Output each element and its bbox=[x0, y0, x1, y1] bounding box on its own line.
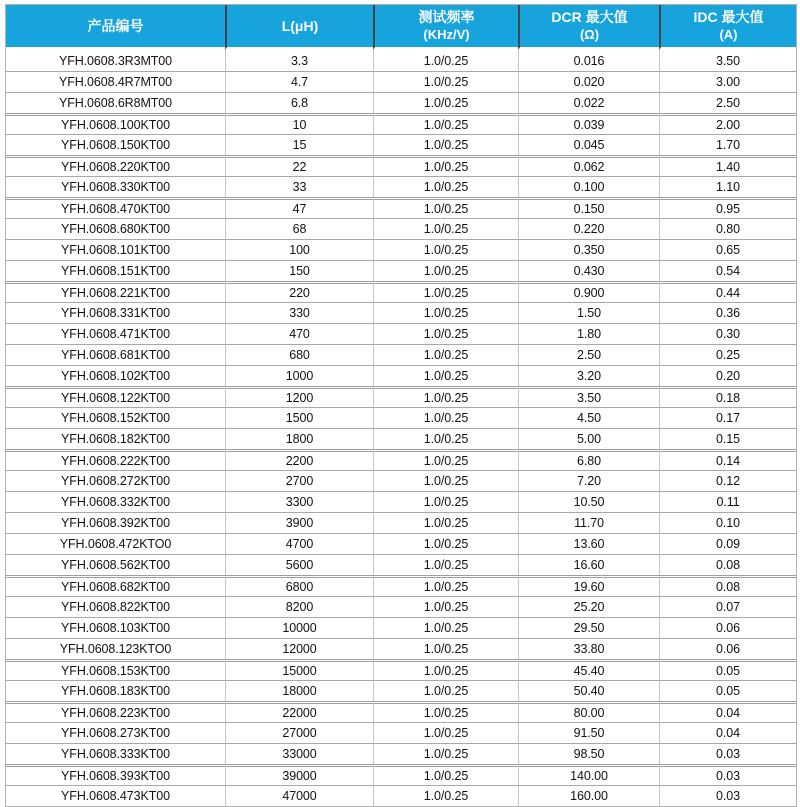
cell-inductance: 150 bbox=[225, 260, 373, 281]
cell-test-frequency: 1.0/0.25 bbox=[373, 344, 518, 365]
cell-product-code: YFH.0608.273KT00 bbox=[6, 722, 225, 743]
cell-inductance: 15 bbox=[225, 134, 373, 155]
cell-product-code: YFH.0608.471KT00 bbox=[6, 323, 225, 344]
table-row bbox=[6, 386, 796, 407]
cell-test-frequency: 1.0/0.25 bbox=[373, 281, 518, 302]
cell-inductance: 1500 bbox=[225, 407, 373, 428]
cell-dcr-max: 45.40 bbox=[518, 659, 659, 680]
table-row bbox=[6, 197, 796, 218]
cell-test-frequency: 1.0/0.25 bbox=[373, 260, 518, 281]
cell-product-code: YFH.0608.102KT00 bbox=[6, 365, 225, 386]
cell-dcr-max: 0.062 bbox=[518, 155, 659, 176]
cell-product-code: YFH.0608.680KT00 bbox=[6, 218, 225, 239]
table-row bbox=[6, 764, 796, 785]
cell-product-code: YFH.0608.182KT00 bbox=[6, 428, 225, 449]
table-row bbox=[6, 344, 796, 365]
cell-idc-max: 0.25 bbox=[659, 344, 796, 365]
column-header-label: L(μH) bbox=[281, 17, 319, 34]
table-row bbox=[6, 92, 796, 113]
cell-test-frequency: 1.0/0.25 bbox=[373, 701, 518, 722]
cell-test-frequency: 1.0/0.25 bbox=[373, 239, 518, 260]
cell-dcr-max: 0.220 bbox=[518, 218, 659, 239]
table-row bbox=[6, 701, 796, 722]
cell-idc-max: 0.03 bbox=[659, 764, 796, 785]
cell-test-frequency: 1.0/0.25 bbox=[373, 764, 518, 785]
table-row bbox=[6, 260, 796, 281]
cell-idc-max: 1.70 bbox=[659, 134, 796, 155]
cell-product-code: YFH.0608.6R8MT00 bbox=[6, 92, 225, 113]
cell-inductance: 68 bbox=[225, 218, 373, 239]
cell-inductance: 1800 bbox=[225, 428, 373, 449]
cell-idc-max: 0.30 bbox=[659, 323, 796, 344]
cell-product-code: YFH.0608.152KT00 bbox=[6, 407, 225, 428]
table-row bbox=[6, 155, 796, 176]
header-row bbox=[6, 5, 796, 50]
table-row bbox=[6, 176, 796, 197]
cell-product-code: YFH.0608.272KT00 bbox=[6, 470, 225, 491]
table-row bbox=[6, 323, 796, 344]
cell-inductance: 5600 bbox=[225, 554, 373, 575]
cell-inductance: 12000 bbox=[225, 638, 373, 659]
column-header-idc-max bbox=[659, 5, 796, 50]
cell-inductance: 18000 bbox=[225, 680, 373, 701]
cell-idc-max: 0.06 bbox=[659, 638, 796, 659]
cell-test-frequency: 1.0/0.25 bbox=[373, 785, 518, 806]
column-header-product-code bbox=[6, 5, 225, 50]
table-row bbox=[6, 680, 796, 701]
cell-idc-max: 0.08 bbox=[659, 575, 796, 596]
cell-idc-max: 0.05 bbox=[659, 680, 796, 701]
table-row bbox=[6, 638, 796, 659]
cell-dcr-max: 4.50 bbox=[518, 407, 659, 428]
cell-product-code: YFH.0608.103KT00 bbox=[6, 617, 225, 638]
cell-test-frequency: 1.0/0.25 bbox=[373, 407, 518, 428]
cell-dcr-max: 0.900 bbox=[518, 281, 659, 302]
cell-test-frequency: 1.0/0.25 bbox=[373, 680, 518, 701]
table-row bbox=[6, 743, 796, 764]
cell-product-code: YFH.0608.392KT00 bbox=[6, 512, 225, 533]
cell-dcr-max: 13.60 bbox=[518, 533, 659, 554]
cell-test-frequency: 1.0/0.25 bbox=[373, 71, 518, 92]
cell-inductance: 3300 bbox=[225, 491, 373, 512]
cell-dcr-max: 1.50 bbox=[518, 302, 659, 323]
product-spec-table bbox=[5, 4, 797, 807]
cell-dcr-max: 0.100 bbox=[518, 176, 659, 197]
cell-product-code: YFH.0608.122KT00 bbox=[6, 386, 225, 407]
cell-inductance: 1000 bbox=[225, 365, 373, 386]
cell-idc-max: 0.20 bbox=[659, 365, 796, 386]
cell-product-code: YFH.0608.150KT00 bbox=[6, 134, 225, 155]
cell-inductance: 33 bbox=[225, 176, 373, 197]
cell-inductance: 27000 bbox=[225, 722, 373, 743]
cell-idc-max: 0.04 bbox=[659, 701, 796, 722]
table-row bbox=[6, 365, 796, 386]
cell-product-code: YFH.0608.153KT00 bbox=[6, 659, 225, 680]
cell-dcr-max: 0.045 bbox=[518, 134, 659, 155]
cell-inductance: 10 bbox=[225, 113, 373, 134]
cell-idc-max: 2.00 bbox=[659, 113, 796, 134]
table-row bbox=[6, 617, 796, 638]
table-body bbox=[6, 50, 796, 806]
cell-product-code: YFH.0608.100KT00 bbox=[6, 113, 225, 134]
cell-test-frequency: 1.0/0.25 bbox=[373, 617, 518, 638]
table-row bbox=[6, 281, 796, 302]
cell-product-code: YFH.0608.682KT00 bbox=[6, 575, 225, 596]
cell-product-code: YFH.0608.222KT00 bbox=[6, 449, 225, 470]
cell-test-frequency: 1.0/0.25 bbox=[373, 470, 518, 491]
cell-test-frequency: 1.0/0.25 bbox=[373, 197, 518, 218]
cell-product-code: YFH.0608.331KT00 bbox=[6, 302, 225, 323]
cell-inductance: 39000 bbox=[225, 764, 373, 785]
cell-test-frequency: 1.0/0.25 bbox=[373, 554, 518, 575]
cell-idc-max: 0.54 bbox=[659, 260, 796, 281]
table-row bbox=[6, 785, 796, 806]
cell-dcr-max: 3.50 bbox=[518, 386, 659, 407]
column-header-label: 测试频率 bbox=[418, 9, 475, 26]
cell-inductance: 22 bbox=[225, 155, 373, 176]
cell-product-code: YFH.0608.151KT00 bbox=[6, 260, 225, 281]
cell-dcr-max: 0.430 bbox=[518, 260, 659, 281]
table-row bbox=[6, 407, 796, 428]
cell-idc-max: 0.18 bbox=[659, 386, 796, 407]
cell-dcr-max: 0.016 bbox=[518, 50, 659, 71]
cell-idc-max: 0.95 bbox=[659, 197, 796, 218]
cell-dcr-max: 2.50 bbox=[518, 344, 659, 365]
table-row bbox=[6, 113, 796, 134]
cell-idc-max: 0.07 bbox=[659, 596, 796, 617]
column-header-inductance bbox=[225, 5, 373, 50]
cell-inductance: 680 bbox=[225, 344, 373, 365]
column-header-sublabel: (Ω) bbox=[579, 26, 600, 42]
cell-test-frequency: 1.0/0.25 bbox=[373, 533, 518, 554]
cell-test-frequency: 1.0/0.25 bbox=[373, 512, 518, 533]
cell-inductance: 2200 bbox=[225, 449, 373, 470]
table-row bbox=[6, 575, 796, 596]
cell-dcr-max: 33.80 bbox=[518, 638, 659, 659]
cell-dcr-max: 7.20 bbox=[518, 470, 659, 491]
column-header-label: 产品编号 bbox=[87, 17, 144, 34]
table-row bbox=[6, 50, 796, 71]
cell-inductance: 1200 bbox=[225, 386, 373, 407]
cell-product-code: YFH.0608.330KT00 bbox=[6, 176, 225, 197]
cell-product-code: YFH.0608.393KT00 bbox=[6, 764, 225, 785]
cell-test-frequency: 1.0/0.25 bbox=[373, 365, 518, 386]
cell-product-code: YFH.0608.101KT00 bbox=[6, 239, 225, 260]
cell-idc-max: 0.80 bbox=[659, 218, 796, 239]
cell-dcr-max: 0.350 bbox=[518, 239, 659, 260]
cell-test-frequency: 1.0/0.25 bbox=[373, 134, 518, 155]
cell-idc-max: 0.65 bbox=[659, 239, 796, 260]
cell-idc-max: 0.03 bbox=[659, 785, 796, 806]
cell-dcr-max: 6.80 bbox=[518, 449, 659, 470]
cell-test-frequency: 1.0/0.25 bbox=[373, 92, 518, 113]
cell-dcr-max: 0.039 bbox=[518, 113, 659, 134]
cell-product-code: YFH.0608.332KT00 bbox=[6, 491, 225, 512]
column-header-test-frequency bbox=[373, 5, 518, 50]
cell-inductance: 470 bbox=[225, 323, 373, 344]
cell-dcr-max: 160.00 bbox=[518, 785, 659, 806]
cell-inductance: 330 bbox=[225, 302, 373, 323]
cell-test-frequency: 1.0/0.25 bbox=[373, 449, 518, 470]
column-header-label: DCR 最大值 bbox=[551, 9, 628, 26]
cell-inductance: 4.7 bbox=[225, 71, 373, 92]
cell-inductance: 4700 bbox=[225, 533, 373, 554]
cell-dcr-max: 5.00 bbox=[518, 428, 659, 449]
cell-test-frequency: 1.0/0.25 bbox=[373, 302, 518, 323]
cell-inductance: 6.8 bbox=[225, 92, 373, 113]
cell-idc-max: 1.40 bbox=[659, 155, 796, 176]
table-row bbox=[6, 239, 796, 260]
cell-product-code: YFH.0608.220KT00 bbox=[6, 155, 225, 176]
cell-test-frequency: 1.0/0.25 bbox=[373, 575, 518, 596]
cell-test-frequency: 1.0/0.25 bbox=[373, 491, 518, 512]
cell-product-code: YFH.0608.822KT00 bbox=[6, 596, 225, 617]
cell-inductance: 2700 bbox=[225, 470, 373, 491]
cell-inductance: 3900 bbox=[225, 512, 373, 533]
cell-product-code: YFH.0608.681KT00 bbox=[6, 344, 225, 365]
table-row bbox=[6, 512, 796, 533]
cell-inductance: 10000 bbox=[225, 617, 373, 638]
cell-product-code: YFH.0608.470KT00 bbox=[6, 197, 225, 218]
cell-idc-max: 3.00 bbox=[659, 71, 796, 92]
cell-idc-max: 0.10 bbox=[659, 512, 796, 533]
table-row bbox=[6, 302, 796, 323]
cell-idc-max: 0.03 bbox=[659, 743, 796, 764]
cell-inductance: 47 bbox=[225, 197, 373, 218]
cell-product-code: YFH.0608.472KTO0 bbox=[6, 533, 225, 554]
cell-product-code: YFH.0608.333KT00 bbox=[6, 743, 225, 764]
cell-idc-max: 3.50 bbox=[659, 50, 796, 71]
cell-test-frequency: 1.0/0.25 bbox=[373, 722, 518, 743]
cell-test-frequency: 1.0/0.25 bbox=[373, 386, 518, 407]
cell-product-code: YFH.0608.221KT00 bbox=[6, 281, 225, 302]
cell-idc-max: 0.06 bbox=[659, 617, 796, 638]
table-row bbox=[6, 134, 796, 155]
cell-idc-max: 1.10 bbox=[659, 176, 796, 197]
cell-product-code: YFH.0608.473KT00 bbox=[6, 785, 225, 806]
cell-inductance: 47000 bbox=[225, 785, 373, 806]
table-row bbox=[6, 491, 796, 512]
cell-dcr-max: 91.50 bbox=[518, 722, 659, 743]
cell-product-code: YFH.0608.562KT00 bbox=[6, 554, 225, 575]
table-row bbox=[6, 71, 796, 92]
cell-dcr-max: 25.20 bbox=[518, 596, 659, 617]
cell-test-frequency: 1.0/0.25 bbox=[373, 596, 518, 617]
cell-inductance: 8200 bbox=[225, 596, 373, 617]
table-row bbox=[6, 470, 796, 491]
table-row bbox=[6, 596, 796, 617]
cell-test-frequency: 1.0/0.25 bbox=[373, 113, 518, 134]
cell-dcr-max: 0.022 bbox=[518, 92, 659, 113]
cell-test-frequency: 1.0/0.25 bbox=[373, 50, 518, 71]
table-row bbox=[6, 659, 796, 680]
cell-test-frequency: 1.0/0.25 bbox=[373, 176, 518, 197]
cell-dcr-max: 3.20 bbox=[518, 365, 659, 386]
cell-idc-max: 0.15 bbox=[659, 428, 796, 449]
cell-test-frequency: 1.0/0.25 bbox=[373, 155, 518, 176]
cell-idc-max: 0.44 bbox=[659, 281, 796, 302]
cell-idc-max: 0.36 bbox=[659, 302, 796, 323]
cell-inductance: 22000 bbox=[225, 701, 373, 722]
cell-test-frequency: 1.0/0.25 bbox=[373, 743, 518, 764]
cell-inductance: 6800 bbox=[225, 575, 373, 596]
cell-dcr-max: 50.40 bbox=[518, 680, 659, 701]
table-row bbox=[6, 533, 796, 554]
cell-product-code: YFH.0608.3R3MT00 bbox=[6, 50, 225, 71]
cell-test-frequency: 1.0/0.25 bbox=[373, 638, 518, 659]
cell-product-code: YFH.0608.223KT00 bbox=[6, 701, 225, 722]
cell-product-code: YFH.0608.183KT00 bbox=[6, 680, 225, 701]
cell-dcr-max: 0.150 bbox=[518, 197, 659, 218]
cell-inductance: 100 bbox=[225, 239, 373, 260]
table-row bbox=[6, 722, 796, 743]
cell-dcr-max: 19.60 bbox=[518, 575, 659, 596]
cell-idc-max: 0.09 bbox=[659, 533, 796, 554]
cell-inductance: 15000 bbox=[225, 659, 373, 680]
column-header-sublabel: (A) bbox=[719, 26, 738, 42]
cell-dcr-max: 10.50 bbox=[518, 491, 659, 512]
table-row bbox=[6, 449, 796, 470]
cell-idc-max: 0.14 bbox=[659, 449, 796, 470]
column-header-label: IDC 最大值 bbox=[693, 9, 764, 26]
cell-dcr-max: 80.00 bbox=[518, 701, 659, 722]
table-header bbox=[6, 5, 796, 50]
column-header-dcr-max bbox=[518, 5, 659, 50]
cell-inductance: 3.3 bbox=[225, 50, 373, 71]
table-row bbox=[6, 428, 796, 449]
table-row bbox=[6, 554, 796, 575]
cell-inductance: 33000 bbox=[225, 743, 373, 764]
cell-product-code: YFH.0608.123KTO0 bbox=[6, 638, 225, 659]
cell-idc-max: 0.08 bbox=[659, 554, 796, 575]
cell-dcr-max: 11.70 bbox=[518, 512, 659, 533]
cell-idc-max: 2.50 bbox=[659, 92, 796, 113]
column-header-sublabel: (KHz/V) bbox=[423, 26, 470, 42]
cell-idc-max: 0.05 bbox=[659, 659, 796, 680]
table-row bbox=[6, 218, 796, 239]
cell-test-frequency: 1.0/0.25 bbox=[373, 428, 518, 449]
cell-idc-max: 0.04 bbox=[659, 722, 796, 743]
cell-test-frequency: 1.0/0.25 bbox=[373, 323, 518, 344]
cell-idc-max: 0.11 bbox=[659, 491, 796, 512]
cell-dcr-max: 1.80 bbox=[518, 323, 659, 344]
cell-idc-max: 0.12 bbox=[659, 470, 796, 491]
cell-product-code: YFH.0608.4R7MT00 bbox=[6, 71, 225, 92]
cell-idc-max: 0.17 bbox=[659, 407, 796, 428]
cell-inductance: 220 bbox=[225, 281, 373, 302]
cell-dcr-max: 98.50 bbox=[518, 743, 659, 764]
cell-dcr-max: 16.60 bbox=[518, 554, 659, 575]
cell-dcr-max: 0.020 bbox=[518, 71, 659, 92]
cell-test-frequency: 1.0/0.25 bbox=[373, 218, 518, 239]
cell-dcr-max: 140.00 bbox=[518, 764, 659, 785]
cell-test-frequency: 1.0/0.25 bbox=[373, 659, 518, 680]
cell-dcr-max: 29.50 bbox=[518, 617, 659, 638]
